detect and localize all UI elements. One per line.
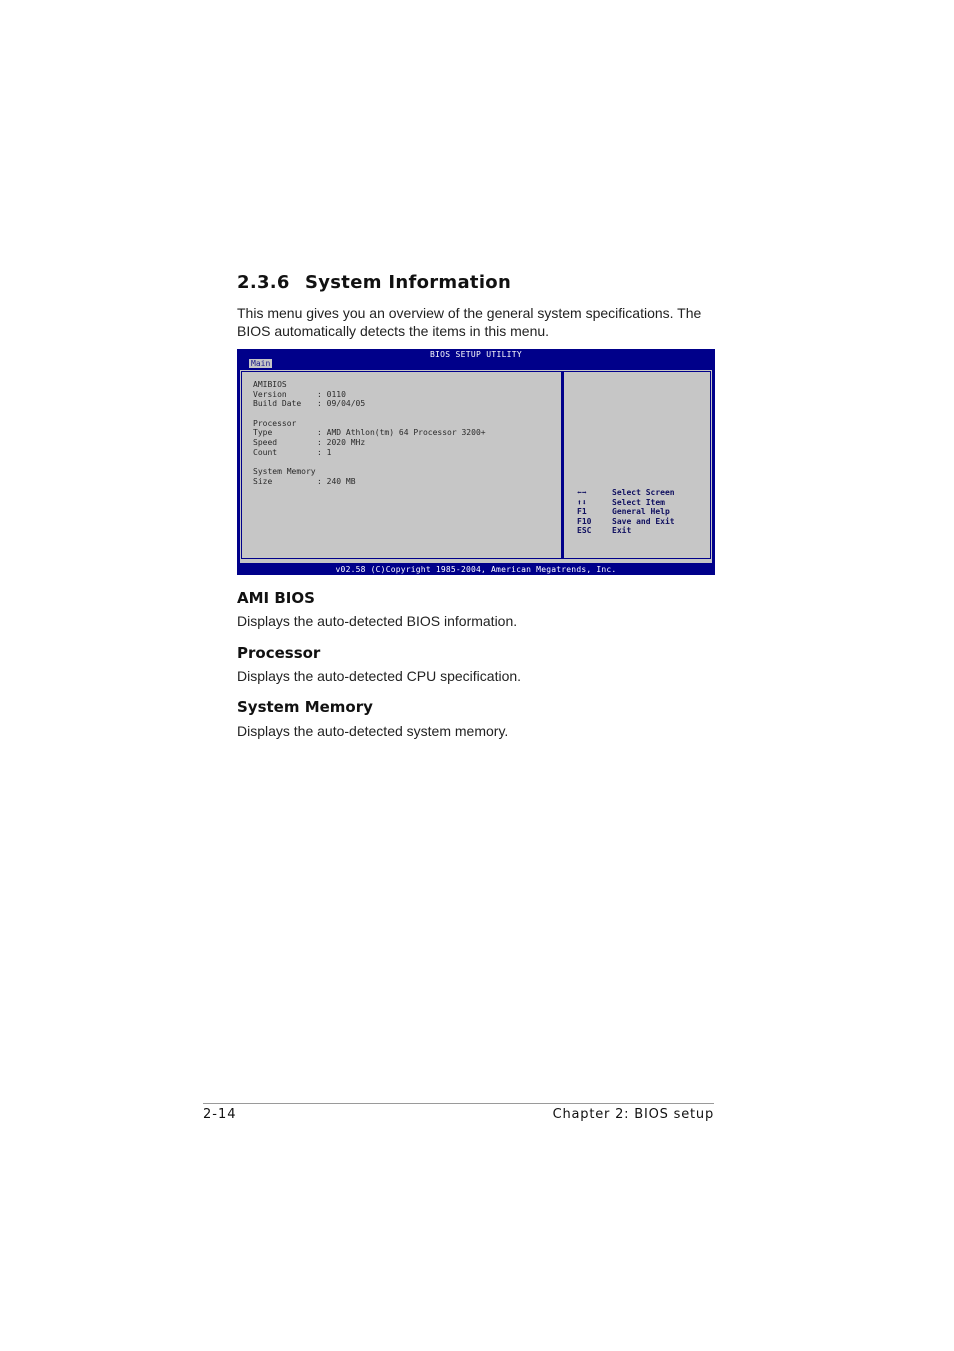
bios-key-row: [577, 526, 675, 536]
bios-info-label: Size: [253, 476, 273, 486]
bios-info-label: AMIBIOS: [253, 380, 287, 389]
bios-info-row: [253, 390, 486, 400]
bios-info-row: [253, 428, 486, 438]
bios-frame: [240, 370, 712, 563]
bios-info-label: Type: [253, 428, 273, 438]
bios-info-value: : AMD Athlon(tm) 64 Processor 3200+: [317, 428, 486, 438]
bios-info-value: : 240 MB: [317, 476, 356, 486]
bios-info-value: : 2020 MHz: [317, 438, 366, 448]
bios-info-label: System Memory: [253, 467, 316, 477]
bios-key-action: Save and Exit: [612, 516, 675, 526]
section-number: 2.3.6: [237, 272, 290, 293]
heading-ami-bios: AMI BIOS: [237, 589, 315, 607]
section-title-text: System Information: [305, 272, 512, 293]
intro-paragraph: This menu gives you an overview of the general system specifications. The BIOS automatically detects the items in this menu.: [237, 305, 702, 339]
bios-header: BIOS SETUP UTILITY: [429, 350, 523, 359]
bios-info-row: [253, 467, 486, 477]
bios-key-action: Select Screen: [612, 488, 675, 497]
chapter-title: Chapter 2: BIOS setup: [552, 1107, 714, 1122]
bios-key-row: [577, 507, 675, 517]
bios-key-row: [577, 488, 675, 498]
text-processor: Displays the auto-detected CPU specification.: [237, 668, 522, 684]
bios-key: ⬅➡: [577, 488, 587, 497]
bios-info-row: [253, 409, 486, 419]
bios-info-row: [253, 448, 486, 458]
heading-system-memory: System Memory: [237, 698, 373, 716]
bios-info-value: : 09/04/05: [317, 399, 366, 409]
bios-help-panel: [562, 371, 711, 559]
bios-info-label: Build Date: [253, 399, 302, 409]
bios-key-row: [577, 498, 675, 508]
bios-info-row: [253, 458, 486, 468]
bios-info-value: : 0110: [317, 389, 346, 399]
section-title: [237, 272, 511, 293]
bios-key: F1: [577, 507, 587, 517]
bios-info-panel: [241, 371, 562, 559]
heading-processor: Processor: [237, 644, 321, 662]
bios-key: ESC: [577, 526, 592, 536]
bios-info-label: Speed: [253, 438, 278, 448]
bios-info-label: Version: [253, 389, 287, 399]
bios-key: ⬆⬇: [577, 497, 587, 507]
bios-key-row: [577, 517, 675, 527]
text-system-memory: Displays the auto-detected system memory.: [237, 723, 509, 739]
bios-info-row: [253, 399, 486, 409]
bios-copyright: v02.58 (C)Copyright 1985-2004, American Megatrends, Inc.: [335, 565, 617, 574]
bios-info-row: [253, 438, 486, 448]
bios-screenshot: [237, 349, 715, 575]
bios-key-action: General Help: [612, 507, 670, 517]
bios-info-value: : 1: [317, 447, 332, 457]
bios-info-label: Count: [253, 447, 278, 457]
bios-info-row: [253, 380, 486, 390]
footer-divider: [203, 1103, 714, 1104]
bios-info-label: Processor: [253, 418, 297, 428]
bios-key-legend: [577, 488, 675, 536]
bios-info-list: [253, 380, 486, 487]
bios-info-row: [253, 419, 486, 429]
text-ami-bios: Displays the auto-detected BIOS information.: [237, 613, 518, 629]
bios-key-action: Exit: [612, 526, 632, 536]
page-number: 2-14: [203, 1107, 237, 1122]
bios-info-row: [253, 477, 486, 487]
bios-key-action: Select Item: [612, 497, 665, 507]
bios-tab-main: Main: [251, 359, 271, 368]
bios-key: F10: [577, 516, 592, 526]
